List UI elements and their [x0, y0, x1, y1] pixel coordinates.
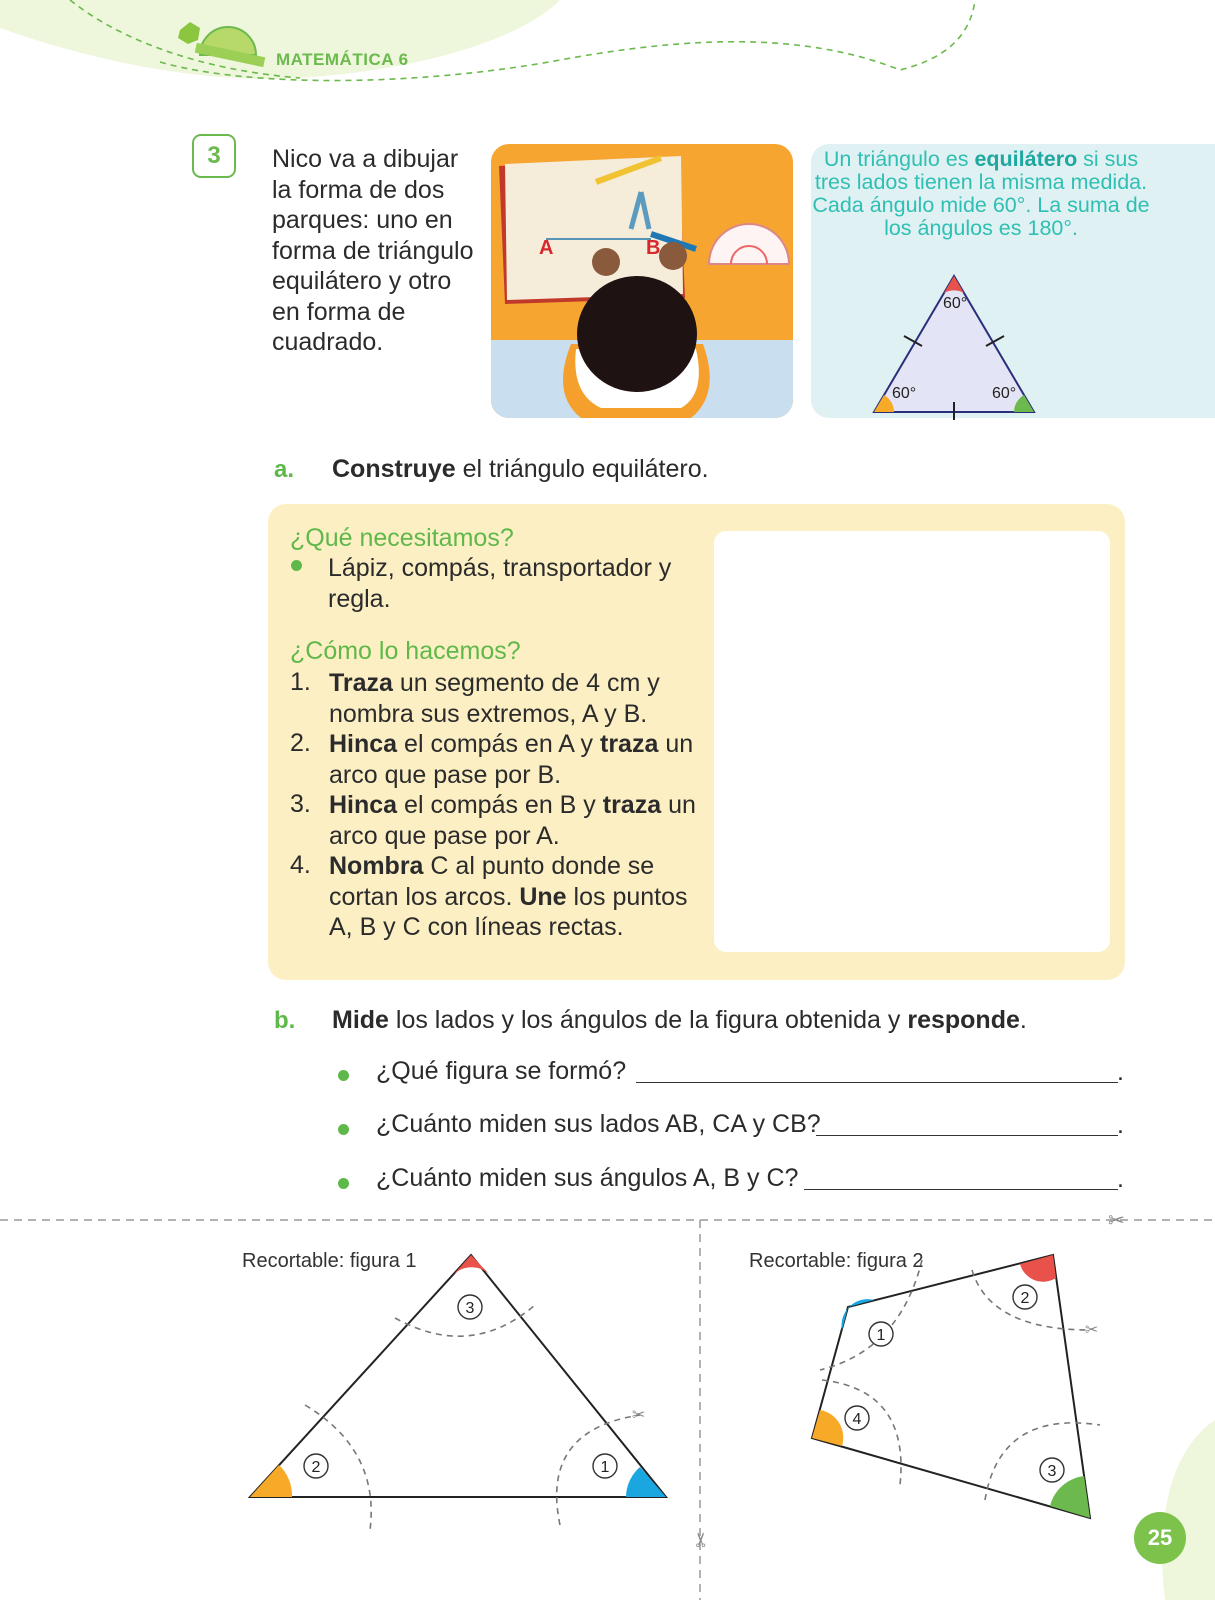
period: .: [1117, 1058, 1124, 1086]
angle-label-top: 60°: [943, 295, 968, 312]
step-text: Hinca el compás en A y traza un arco que pase por B.: [329, 730, 694, 789]
materials-item: Lápiz, compás, transportador y regla.: [328, 554, 672, 613]
figure-1-triangle: [250, 1255, 666, 1530]
figure-2-quadrilateral: [812, 1255, 1100, 1518]
step-text: Hinca el compás en B y traza un arco que pase por A.: [329, 791, 696, 850]
scissors-icon: ✂: [689, 1531, 713, 1548]
part-a-instruction: Construye el triángulo equilátero.: [332, 455, 709, 483]
scissors-icon: ✂: [1108, 1208, 1125, 1232]
svg-text:B: B: [646, 237, 661, 259]
svg-text:1: 1: [876, 1327, 886, 1344]
part-a-letter: a.: [274, 456, 295, 483]
scissors-icon: ✂: [632, 1405, 646, 1424]
question-3: ¿Cuánto miden sus ángulos A, B y C?: [376, 1164, 799, 1192]
svg-text:1: 1: [600, 1459, 610, 1476]
scissors-icon: ✂: [1085, 1320, 1099, 1339]
svg-text:4: 4: [852, 1411, 862, 1428]
cutout-figures: [0, 1200, 1215, 1600]
materials-heading: ¿Qué necesitamos?: [290, 524, 514, 552]
step-number: 4.: [290, 851, 311, 879]
step-text: Nombra C al punto donde se cortan los arcos. Une los puntos A, B y C con líneas rectas.: [329, 852, 688, 941]
bullet-icon: [338, 1178, 349, 1189]
question-1: ¿Qué figura se formó?: [376, 1057, 627, 1085]
answer-line-2[interactable]: [816, 1135, 1118, 1136]
angle-label-left: 60°: [892, 385, 917, 402]
period: .: [1117, 1111, 1124, 1139]
answer-line-1[interactable]: [636, 1082, 1118, 1083]
step-number: 3.: [290, 790, 311, 818]
boy-drawing-illustration: [491, 144, 793, 418]
figure-1-caption: Recortable: figura 1: [242, 1250, 417, 1272]
bullet-icon: [338, 1124, 349, 1135]
definition-text: Un triángulo es equilátero si sus tres lados tienen la misma medida. Cada ángulo mide 60°. La suma de los ángulos es 180°.: [812, 147, 1150, 240]
problem-statement: Nico va a dibujar la forma de dos parques: uno en forma de triángulo equilátero y otro en forma de cuadrado.: [272, 145, 474, 356]
step-number: 1.: [290, 668, 311, 696]
svg-text:2: 2: [1020, 1290, 1030, 1307]
angle-label-right: 60°: [992, 385, 1017, 402]
subject-title: MATEMÁTICA 6: [276, 50, 409, 69]
steps-heading: ¿Cómo lo hacemos?: [290, 637, 521, 665]
page-number: 25: [1134, 1512, 1186, 1564]
svg-text:3: 3: [1047, 1463, 1057, 1480]
question-2: ¿Cuánto miden sus lados AB, CA y CB?: [376, 1110, 821, 1138]
problem-number: 3: [192, 134, 236, 178]
equilateral-triangle-diagram: [870, 270, 1040, 420]
figure-2-caption: Recortable: figura 2: [749, 1250, 924, 1272]
part-b-instruction: Mide los lados y los ángulos de la figura obtenida y responde.: [332, 1006, 1027, 1034]
bullet-icon: [291, 560, 302, 571]
svg-text:A: A: [539, 237, 554, 259]
header-decoration: [0, 0, 1215, 110]
step-text: Traza un segmento de 4 cm y nombra sus extremos, A y B.: [329, 669, 660, 728]
svg-text:2: 2: [311, 1459, 321, 1476]
period: .: [1117, 1165, 1124, 1193]
drawing-area[interactable]: [714, 531, 1110, 952]
part-b-letter: b.: [274, 1007, 296, 1034]
svg-text:3: 3: [465, 1300, 475, 1317]
answer-line-3[interactable]: [804, 1189, 1118, 1190]
bullet-icon: [338, 1070, 349, 1081]
step-number: 2.: [290, 729, 311, 757]
